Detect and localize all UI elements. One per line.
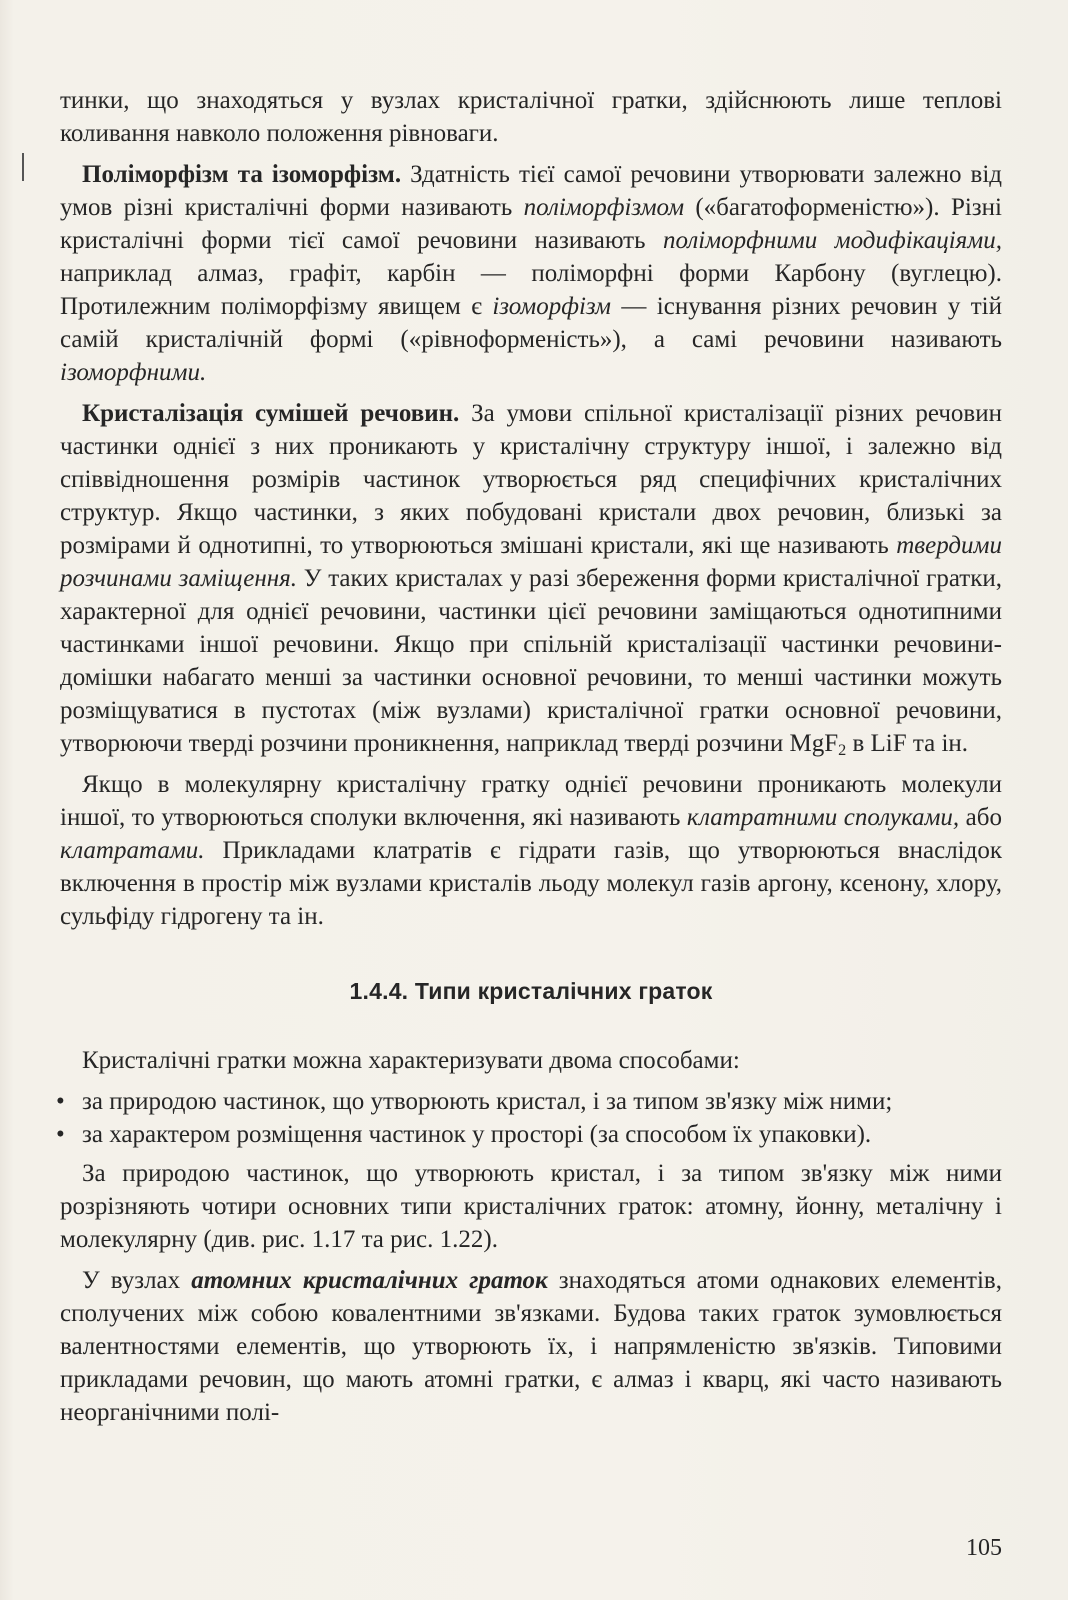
italic-term: твердими розчинами заміщення.: [60, 532, 1002, 592]
italic-term: ізоморфними.: [60, 359, 207, 386]
text-span: Здатність тієї самої речовини утворювати залежно від умов різні кристалічні форми називають: [60, 161, 1002, 221]
text-span: Якщо в молекулярну кристалічну гратку однієї речовини проникають молекули іншої, то утворюються сполуки включення, які називають: [60, 771, 1002, 831]
text-span: — існування різних речовин у тій самій кристалічній формі («рівноформеність»), а самі речовини називають: [60, 293, 1003, 353]
paragraph-clathrates: [60, 768, 1002, 933]
italic-term: клатратними сполуками,: [686, 804, 960, 831]
text-span: Прикладами клатратів є гідрати газів, що утворюються внаслідок включення в простір між вузлами кристалів льоду молекул газів аргону, ксенону, хлору, сульфіду гідрогену та ін.: [60, 837, 1002, 930]
formula-mgf2: [789, 730, 846, 757]
paragraph-crystallization: [60, 397, 1002, 760]
formula-base: MgF: [789, 730, 839, 757]
paragraph-atomic: [60, 1264, 1002, 1429]
text-span: («багатоформеністю»). Різні кристалічні форми тієї самої речовини називають: [60, 194, 1003, 254]
text-span: За умови спільної кристалізації різних речовин частинки однієї з них проникають у кристалічну структуру іншої, і залежно від співвідношення розмірів частинок утворюється ряд специфічних кристалічних структур. Якщо частинки, з яких побудовані кристали двох речовин, близькі за розмірами й однотипні, то утворюються змішані кристали, які ще називають: [60, 400, 1002, 559]
text-span: або: [959, 804, 1002, 831]
bold-italic-term: атомних кристалічних граток: [191, 1267, 548, 1294]
paragraph-lead: Кристалізація сумішей речовин.: [82, 400, 460, 427]
paragraph-continuation: тинки, що знаходяться у вузлах кристалічної гратки, здійснюють лише теплові коливання навколо положення рівноваги.: [60, 87, 1002, 147]
bullet-list: [60, 1085, 1002, 1151]
paragraph-four-types: За природою частинок, що утворюють кристал, і за типом зв'язку між ними розрізняють чотири основних типи кристалічних граток: атомну, йонну, металічну і молекулярну (див. рис. 1.17 та рис. 1.22).: [60, 1160, 1002, 1253]
text-span: У вузлах: [82, 1267, 192, 1294]
section-heading: 1.4.4. Типи кристалічних граток: [349, 978, 713, 1004]
body-text: [60, 84, 1002, 1437]
text-span: знаходяться атоми однакових елементів, сполучених між собою ковалентними зв'язками. Будова таких граток зумовлюється валентностями елементів, що утворюють їх, і напрямленістю зв'язків. Типовими прикладами речовин, що мають атомні гратки, є алмаз і кварц, які часто називають неорганічними полі-: [60, 1267, 1002, 1426]
paragraph-polymorphism: [60, 158, 1002, 389]
margin-mark: [22, 153, 24, 181]
text-span: в LiF та ін.: [846, 730, 969, 757]
formula-subscript: 2: [838, 741, 847, 759]
text-span: У таких кристалах у разі збереження форми кристалічної гратки, характерної для однієї речовини, частинки цієї речовини заміщаються однотипними частинками іншої речовини. Якщо при спільній кристалізації частинки речовини-домішки набагато менші за частинки основної речовини, то менші частинки можуть розміщуватися в пустотах (між вузлами) кристалічної гратки основної речовини, утворюючи тверді розчини проникнення, наприклад тверді розчини: [60, 565, 1002, 757]
paragraph-lead: Поліморфізм та ізоморфізм.: [82, 161, 402, 188]
paragraph-intro: Кристалічні гратки можна характеризувати двома способами:: [82, 1047, 740, 1074]
italic-term: поліморфними модифікаціями,: [662, 227, 1002, 254]
italic-term: ізоморфізм: [492, 293, 612, 320]
list-item: • за природою частинок, що утворюють кристал, і за типом зв'язку між ними;: [60, 1085, 1002, 1118]
italic-term: поліморфізмом: [523, 194, 685, 221]
page-number: 105: [966, 1535, 1002, 1561]
list-item: • за характером розміщення частинок у просторі (за способом їх упаковки).: [60, 1118, 1002, 1151]
text-span: наприклад алмаз, графіт, карбін — поліморфні форми Карбону (вуглецю). Протилежним поліморфізму явищем є: [60, 260, 1002, 320]
italic-term: клатратами.: [60, 837, 205, 864]
